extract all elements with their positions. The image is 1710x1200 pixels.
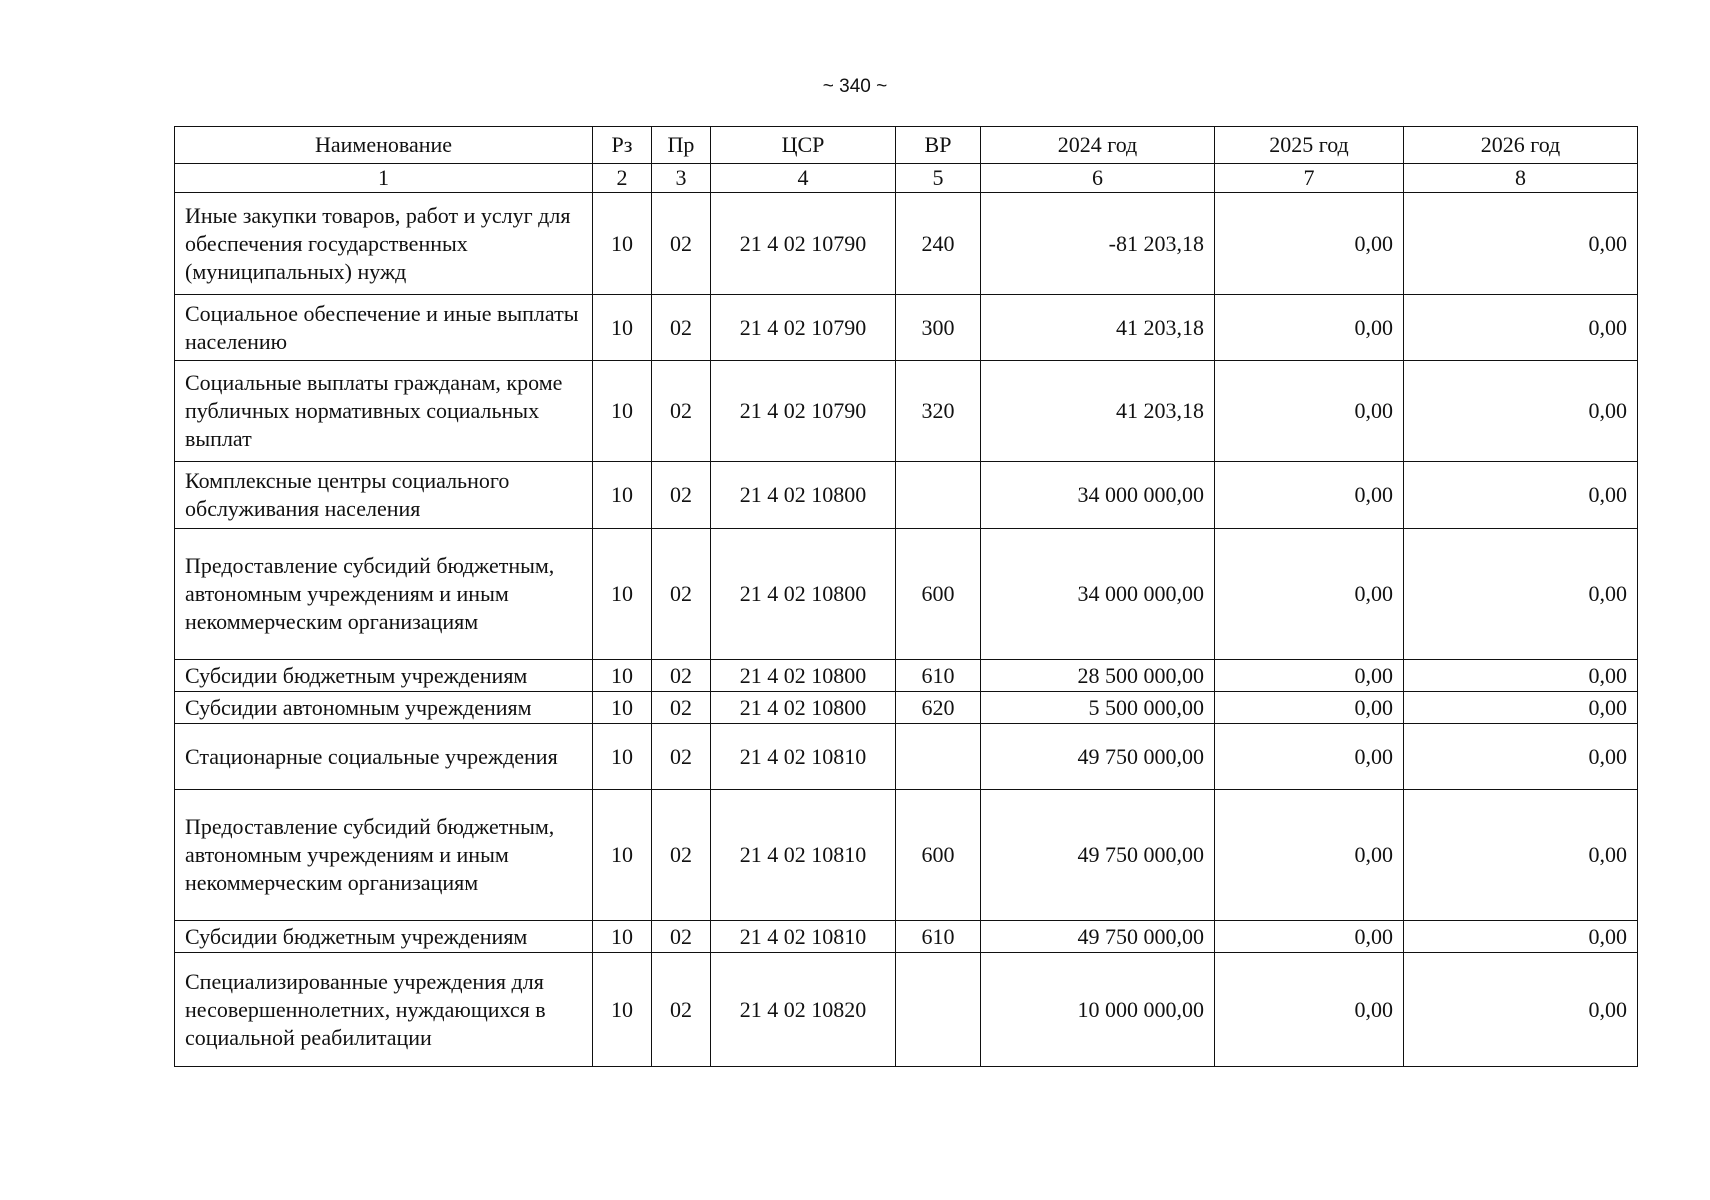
- row-2025: 0,00: [1215, 692, 1404, 724]
- row-2024: 34 000 000,00: [981, 462, 1215, 529]
- table-row: [175, 462, 1638, 529]
- row-2024: 41 203,18: [981, 361, 1215, 462]
- row-csr: 21 4 02 10800: [711, 660, 896, 692]
- column-number: 7: [1215, 164, 1404, 193]
- header-row: [175, 127, 1638, 164]
- row-2024: -81 203,18: [981, 193, 1215, 295]
- row-2024: 49 750 000,00: [981, 724, 1215, 790]
- column-number: 2: [593, 164, 652, 193]
- row-name: Социальные выплаты гражданам, кроме публичных нормативных социальных выплат: [175, 361, 593, 462]
- row-csr: 21 4 02 10810: [711, 790, 896, 921]
- column-number: 6: [981, 164, 1215, 193]
- column-number: 1: [175, 164, 593, 193]
- row-2026: 0,00: [1404, 361, 1638, 462]
- table-row: [175, 953, 1638, 1067]
- row-rz: 10: [593, 724, 652, 790]
- row-2024: 28 500 000,00: [981, 660, 1215, 692]
- row-pr: 02: [652, 921, 711, 953]
- row-rz: 10: [593, 361, 652, 462]
- row-rz: 10: [593, 193, 652, 295]
- budget-table: [174, 126, 1638, 1067]
- row-name: Субсидии бюджетным учреждениям: [175, 660, 593, 692]
- column-number: 5: [896, 164, 981, 193]
- row-csr: 21 4 02 10790: [711, 193, 896, 295]
- row-2025: 0,00: [1215, 660, 1404, 692]
- row-name: Субсидии бюджетным учреждениям: [175, 921, 593, 953]
- table-row: [175, 529, 1638, 660]
- row-vr: [896, 953, 981, 1067]
- row-2025: 0,00: [1215, 361, 1404, 462]
- row-vr: 300: [896, 295, 981, 361]
- row-name: Предоставление субсидий бюджетным, автономным учреждениям и иным некоммерческим организациям: [175, 790, 593, 921]
- table-row: [175, 660, 1638, 692]
- row-rz: 10: [593, 953, 652, 1067]
- header-name: Наименование: [175, 127, 593, 164]
- header-2026: 2026 год: [1404, 127, 1638, 164]
- row-vr: 620: [896, 692, 981, 724]
- row-2026: 0,00: [1404, 193, 1638, 295]
- row-2025: 0,00: [1215, 462, 1404, 529]
- row-pr: 02: [652, 724, 711, 790]
- row-rz: 10: [593, 692, 652, 724]
- row-vr: 610: [896, 921, 981, 953]
- row-vr: 610: [896, 660, 981, 692]
- row-vr: 240: [896, 193, 981, 295]
- row-2025: 0,00: [1215, 921, 1404, 953]
- row-rz: 10: [593, 921, 652, 953]
- row-2025: 0,00: [1215, 790, 1404, 921]
- row-2026: 0,00: [1404, 462, 1638, 529]
- row-2026: 0,00: [1404, 529, 1638, 660]
- row-2024: 41 203,18: [981, 295, 1215, 361]
- row-pr: 02: [652, 361, 711, 462]
- row-2025: 0,00: [1215, 529, 1404, 660]
- row-pr: 02: [652, 660, 711, 692]
- row-rz: 10: [593, 462, 652, 529]
- column-number: 8: [1404, 164, 1638, 193]
- row-vr: 600: [896, 790, 981, 921]
- table-row: [175, 361, 1638, 462]
- row-pr: 02: [652, 462, 711, 529]
- header-2025: 2025 год: [1215, 127, 1404, 164]
- row-pr: 02: [652, 953, 711, 1067]
- row-csr: 21 4 02 10810: [711, 724, 896, 790]
- header-vr: ВР: [896, 127, 981, 164]
- row-csr: 21 4 02 10800: [711, 692, 896, 724]
- table-row: [175, 193, 1638, 295]
- column-number-row: [175, 164, 1638, 193]
- row-rz: 10: [593, 790, 652, 921]
- row-2026: 0,00: [1404, 790, 1638, 921]
- table-row: [175, 724, 1638, 790]
- page-number: ~ 340 ~: [822, 76, 888, 97]
- row-vr: [896, 462, 981, 529]
- row-vr: [896, 724, 981, 790]
- row-pr: 02: [652, 295, 711, 361]
- row-csr: 21 4 02 10810: [711, 921, 896, 953]
- row-2026: 0,00: [1404, 724, 1638, 790]
- table-row: [175, 790, 1638, 921]
- row-name: Субсидии автономным учреждениям: [175, 692, 593, 724]
- row-2024: 10 000 000,00: [981, 953, 1215, 1067]
- row-2026: 0,00: [1404, 953, 1638, 1067]
- table-row: [175, 692, 1638, 724]
- row-name: Стационарные социальные учреждения: [175, 724, 593, 790]
- row-pr: 02: [652, 692, 711, 724]
- row-2025: 0,00: [1215, 953, 1404, 1067]
- row-2024: 5 500 000,00: [981, 692, 1215, 724]
- table-row: [175, 921, 1638, 953]
- row-2024: 34 000 000,00: [981, 529, 1215, 660]
- row-csr: 21 4 02 10790: [711, 295, 896, 361]
- header-2024: 2024 год: [981, 127, 1215, 164]
- row-2026: 0,00: [1404, 921, 1638, 953]
- column-number: 3: [652, 164, 711, 193]
- column-number: 4: [711, 164, 896, 193]
- row-2025: 0,00: [1215, 193, 1404, 295]
- row-2026: 0,00: [1404, 660, 1638, 692]
- row-vr: 320: [896, 361, 981, 462]
- row-name: Комплексные центры социального обслуживания населения: [175, 462, 593, 529]
- row-csr: 21 4 02 10790: [711, 361, 896, 462]
- row-name: Специализированные учреждения для несовершеннолетних, нуждающихся в социальной реабилитации: [175, 953, 593, 1067]
- row-rz: 10: [593, 529, 652, 660]
- row-2025: 0,00: [1215, 295, 1404, 361]
- row-csr: 21 4 02 10800: [711, 462, 896, 529]
- row-rz: 10: [593, 660, 652, 692]
- header-csr: ЦСР: [711, 127, 896, 164]
- row-2026: 0,00: [1404, 692, 1638, 724]
- row-2025: 0,00: [1215, 724, 1404, 790]
- row-2026: 0,00: [1404, 295, 1638, 361]
- row-csr: 21 4 02 10820: [711, 953, 896, 1067]
- row-rz: 10: [593, 295, 652, 361]
- row-pr: 02: [652, 529, 711, 660]
- row-name: Предоставление субсидий бюджетным, автономным учреждениям и иным некоммерческим организациям: [175, 529, 593, 660]
- table-row: [175, 295, 1638, 361]
- header-rz: Рз: [593, 127, 652, 164]
- row-pr: 02: [652, 193, 711, 295]
- row-name: Иные закупки товаров, работ и услуг для обеспечения государственных (муниципальных) нужд: [175, 193, 593, 295]
- row-csr: 21 4 02 10800: [711, 529, 896, 660]
- row-2024: 49 750 000,00: [981, 921, 1215, 953]
- row-2024: 49 750 000,00: [981, 790, 1215, 921]
- row-pr: 02: [652, 790, 711, 921]
- row-vr: 600: [896, 529, 981, 660]
- header-pr: Пр: [652, 127, 711, 164]
- row-name: Социальное обеспечение и иные выплаты населению: [175, 295, 593, 361]
